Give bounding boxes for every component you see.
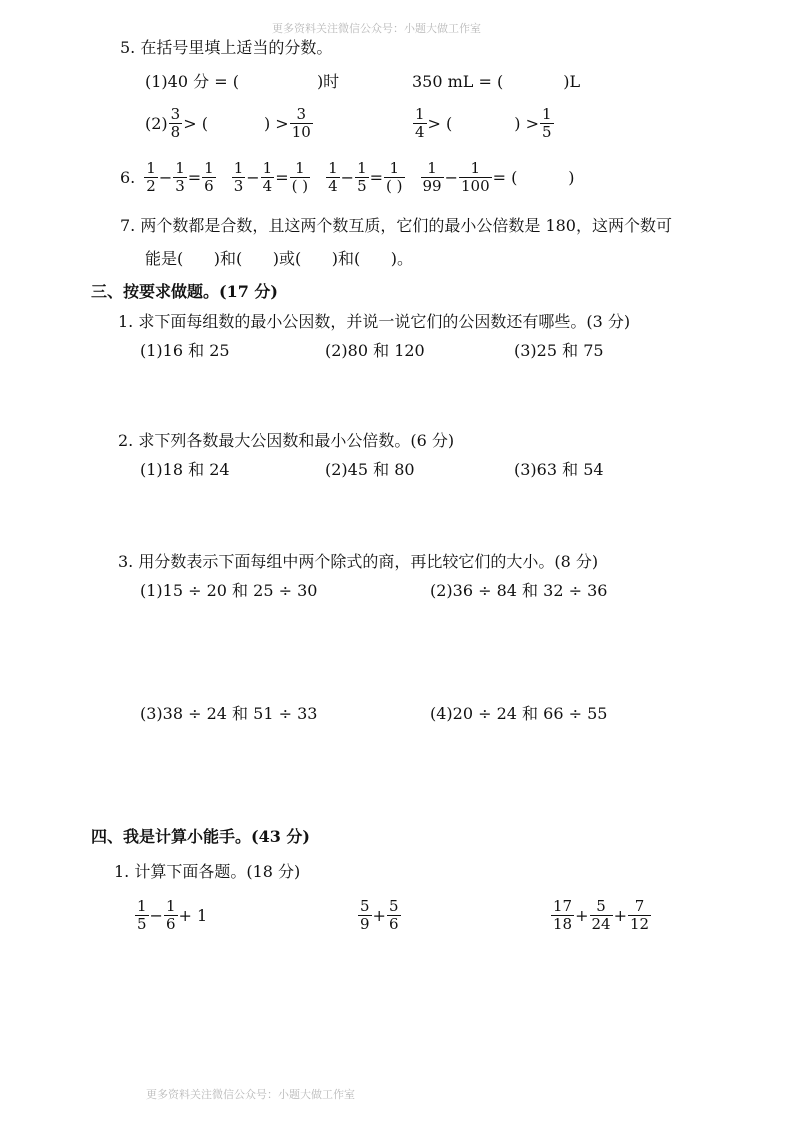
numerator: 17 xyxy=(553,897,573,915)
numerator: 1 xyxy=(262,159,273,177)
s3-q1-item-2: (2)80 和 120 xyxy=(325,341,425,360)
q5-b-close: ) > xyxy=(263,113,289,133)
numerator: 1 xyxy=(389,159,400,177)
plus-sign: + xyxy=(575,905,589,925)
q5-c-close: ) > xyxy=(514,113,540,133)
fraction xyxy=(387,898,401,933)
denominator: 6 xyxy=(388,915,399,933)
numerator: 1 xyxy=(146,159,156,177)
q5-a2 xyxy=(412,72,580,92)
numerator: 5 xyxy=(388,897,399,915)
denominator: 5 xyxy=(357,177,367,195)
q5-a2-text: 350 mL = ( xyxy=(412,72,504,91)
fraction xyxy=(261,160,275,195)
fraction xyxy=(540,106,554,141)
fraction xyxy=(421,160,444,195)
numerator: 1 xyxy=(233,159,244,177)
minus-sign: − xyxy=(444,167,458,187)
q5-b-label: (2) xyxy=(145,113,168,133)
numerator: 1 xyxy=(204,159,214,177)
fraction xyxy=(173,160,187,195)
s3-q2-item-1: (1)18 和 24 xyxy=(140,460,230,479)
fraction xyxy=(144,160,158,195)
numerator: 3 xyxy=(296,105,306,123)
fraction xyxy=(413,106,427,141)
fraction xyxy=(590,898,613,933)
s3-q3-item-3: (3)38 ÷ 24 和 51 ÷ 33 xyxy=(140,704,318,723)
s3-q2-item-2: (2)45 和 80 xyxy=(325,460,415,479)
fraction xyxy=(164,898,178,933)
fraction xyxy=(358,898,372,933)
minus-sign: − xyxy=(246,167,260,187)
denominator: ( ) xyxy=(291,177,309,195)
watermark-bottom: 更多资料关注微信公众号：小题大做工作室 xyxy=(146,1088,355,1101)
q5-c xyxy=(412,106,555,141)
s3-q1-item-1: (1)16 和 25 xyxy=(140,341,230,360)
section-4-title: 四、我是计算小能手。(43 分) xyxy=(91,827,310,846)
denominator: 4 xyxy=(328,177,338,195)
numerator: 5 xyxy=(360,897,370,915)
numerator: 1 xyxy=(415,105,425,123)
calc-expr-3 xyxy=(550,898,652,933)
denominator: 9 xyxy=(360,915,370,933)
numerator: 1 xyxy=(165,897,176,915)
denominator: 3 xyxy=(175,177,185,195)
numerator: 1 xyxy=(470,159,481,177)
fraction xyxy=(355,160,369,195)
numerator: 7 xyxy=(634,897,645,915)
numerator: 1 xyxy=(357,159,367,177)
denominator: ( ) xyxy=(386,177,403,195)
q5-c-open: > ( xyxy=(427,113,453,133)
fraction xyxy=(169,106,183,141)
fraction xyxy=(135,898,149,933)
q5-b xyxy=(145,106,314,141)
numerator: 1 xyxy=(137,897,147,915)
s3-q3-item-1: (1)15 ÷ 20 和 25 ÷ 30 xyxy=(140,581,318,600)
q6 xyxy=(120,160,574,195)
denominator: 18 xyxy=(553,915,573,933)
denominator: 99 xyxy=(422,177,442,195)
denominator: 4 xyxy=(262,177,273,195)
numerator: 1 xyxy=(328,159,338,177)
fraction xyxy=(326,160,340,195)
s4-q1: 1. 计算下面各题。(18 分) xyxy=(114,862,301,881)
denominator: 2 xyxy=(146,177,156,195)
denominator: 10 xyxy=(291,123,311,141)
q7-line2: 能是( )和( )或( )和( )。 xyxy=(145,249,414,268)
fraction-blank[interactable] xyxy=(290,160,310,195)
q5-a1-end: )时 xyxy=(316,72,340,91)
fraction xyxy=(551,898,574,933)
denominator: 5 xyxy=(137,915,147,933)
minus-sign: − xyxy=(149,905,163,925)
plus-sign: + xyxy=(372,905,386,925)
s3-q2-item-3: (3)63 和 54 xyxy=(514,460,604,479)
equals-sign: = xyxy=(187,167,202,187)
denominator: 6 xyxy=(165,915,176,933)
calc-expr-1 xyxy=(134,898,207,933)
fraction xyxy=(202,160,216,195)
s3-q3-item-4: (4)20 ÷ 24 和 66 ÷ 55 xyxy=(430,704,608,723)
s3-q3-item-2: (2)36 ÷ 84 和 32 ÷ 36 xyxy=(430,581,608,600)
minus-sign: − xyxy=(158,167,173,187)
fraction xyxy=(628,898,651,933)
q6-label: 6. xyxy=(120,167,136,187)
s3-q2: 2. 求下列各数最大公因数和最小公倍数。(6 分) xyxy=(118,431,455,450)
s3-q1-item-3: (3)25 和 75 xyxy=(514,341,604,360)
numerator: 1 xyxy=(542,105,552,123)
numerator: 3 xyxy=(170,105,181,123)
denominator: 5 xyxy=(542,123,552,141)
s3-q1: 1. 求下面每组数的最小公因数，并说一说它们的公因数还有哪些。(3 分) xyxy=(118,312,631,331)
q5-title: 5. 在括号里填上适当的分数。 xyxy=(120,38,333,57)
plus-sign: + xyxy=(613,905,627,925)
fraction xyxy=(459,160,492,195)
fraction-blank[interactable] xyxy=(384,160,404,195)
q5-a2-end: )L xyxy=(563,72,581,91)
watermark-top: 更多资料关注微信公众号：小题大做工作室 xyxy=(272,22,481,35)
denominator: 4 xyxy=(415,123,425,141)
numerator: 1 xyxy=(175,159,185,177)
fraction xyxy=(232,160,246,195)
s3-q3: 3. 用分数表示下面每组中两个除式的商，再比较它们的大小。(8 分) xyxy=(118,552,599,571)
q6-answer-blank[interactable]: = ( ) xyxy=(492,167,575,187)
denominator: 24 xyxy=(591,915,611,933)
denominator: 8 xyxy=(170,123,181,141)
numerator: 5 xyxy=(596,897,606,915)
denominator: 12 xyxy=(630,915,650,933)
fraction xyxy=(290,106,313,141)
numerator: 1 xyxy=(427,159,437,177)
equals-sign: = xyxy=(275,167,289,187)
q5-b-open: > ( xyxy=(183,113,208,133)
q5-a1-text: (1)40 分 = ( xyxy=(145,72,239,91)
numerator: 1 xyxy=(295,159,305,177)
minus-sign: − xyxy=(340,167,355,187)
section-3-title: 三、按要求做题。(17 分) xyxy=(91,282,278,301)
denominator: 100 xyxy=(461,177,490,195)
equals-sign: = xyxy=(369,167,384,187)
denominator: 6 xyxy=(204,177,214,195)
denominator: 3 xyxy=(233,177,244,195)
q5-a1 xyxy=(145,72,339,92)
calc-expr-2 xyxy=(357,898,402,933)
q7-line1: 7. 两个数都是合数，且这两个数互质，它们的最小公倍数是 180，这两个数可 xyxy=(120,216,672,235)
expr-tail: + 1 xyxy=(178,905,208,925)
